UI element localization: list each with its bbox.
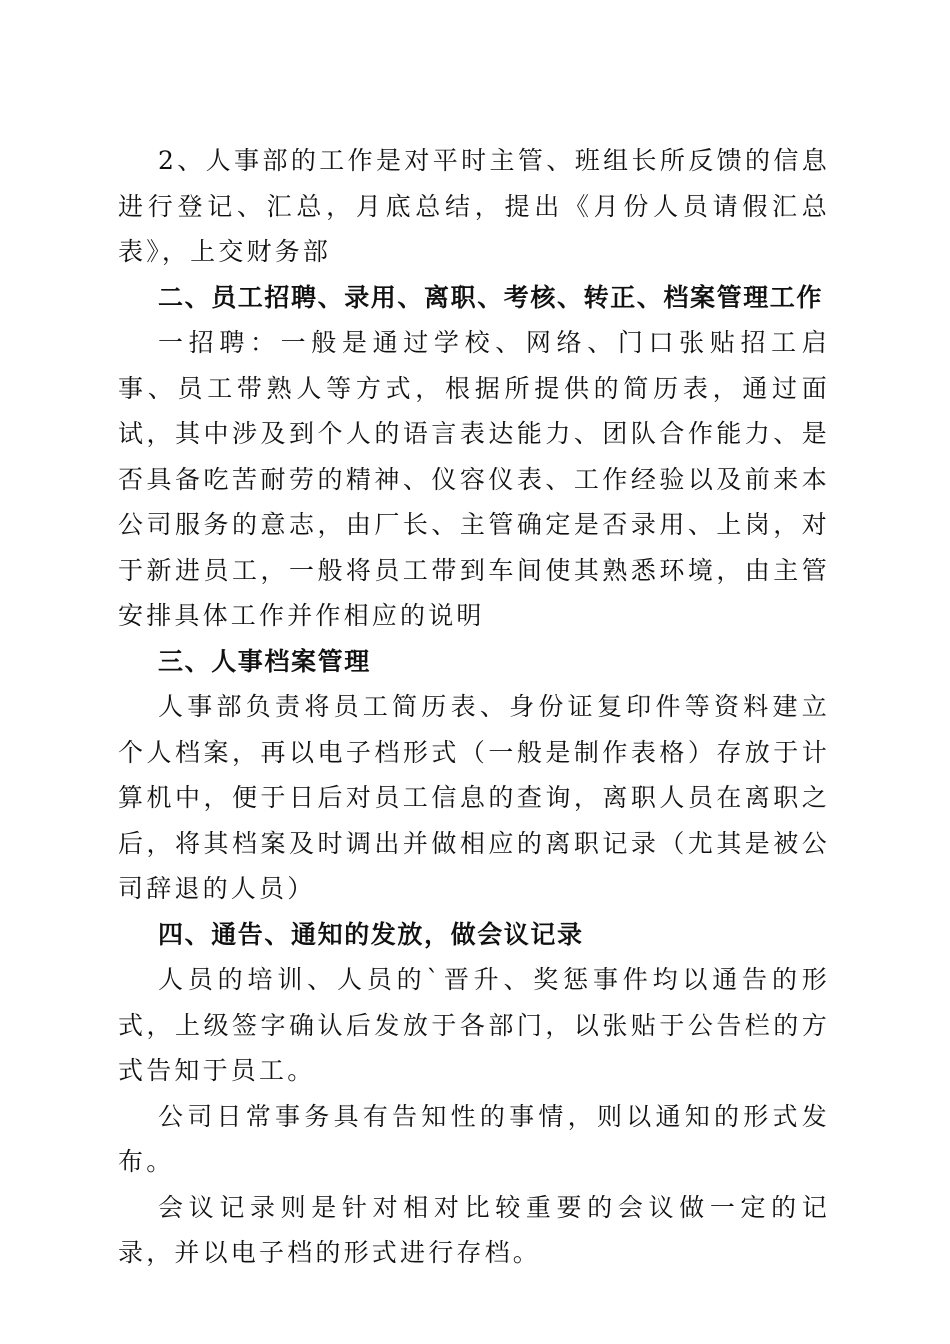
- paragraph-daily-notifications: 公司日常事务具有告知性的事情，则以通知的形式发布。: [118, 1101, 830, 1176]
- document-body: [118, 138, 830, 1276]
- paragraph-leave-summary: 2、人事部的工作是对平时主管、班组长所反馈的信息进行登记、汇总，月底总结，提出《月份人员请假汇总表》，上交财务部: [118, 146, 830, 266]
- section-heading-recruitment: 二、员工招聘、录用、离职、考核、转正、档案管理工作: [158, 282, 824, 312]
- section-heading-notices: 四、通告、通知的发放，做会议记录: [158, 919, 584, 949]
- paragraph-recruitment: 一招聘：一般是通过学校、网络、门口张贴招工启事、员工带熟人等方式，根据所提供的简历表，通过面试，其中涉及到个人的语言表达能力、团队合作能力、是否具备吃苦耐劳的精神、仪容仪表、工作经验以及前来本公司服务的意志，由厂长、主管确定是否录用、上岗，对于新进员工，一般将员工带到车间使其熟悉环境，由主管安排具体工作并作相应的说明: [118, 328, 830, 630]
- paragraph-personnel-files: 人事部负责将员工简历表、身份证复印件等资料建立个人档案，再以电子档形式（一般是制作表格）存放于计算机中，便于日后对员工信息的查询，离职人员在离职之后，将其档案及时调出并做相应的离职记录（尤其是被公司辞退的人员）: [118, 692, 830, 903]
- paragraph-notices: 人员的培训、人员的`晋升、奖惩事件均以通告的形式，上级签字确认后发放于各部门，以张贴于公告栏的方式告知于员工。: [118, 965, 830, 1085]
- section-heading-personnel-files: 三、人事档案管理: [158, 646, 371, 676]
- paragraph-meeting-records: 会议记录则是针对相对比较重要的会议做一定的记录，并以电子档的形式进行存档。: [118, 1192, 830, 1267]
